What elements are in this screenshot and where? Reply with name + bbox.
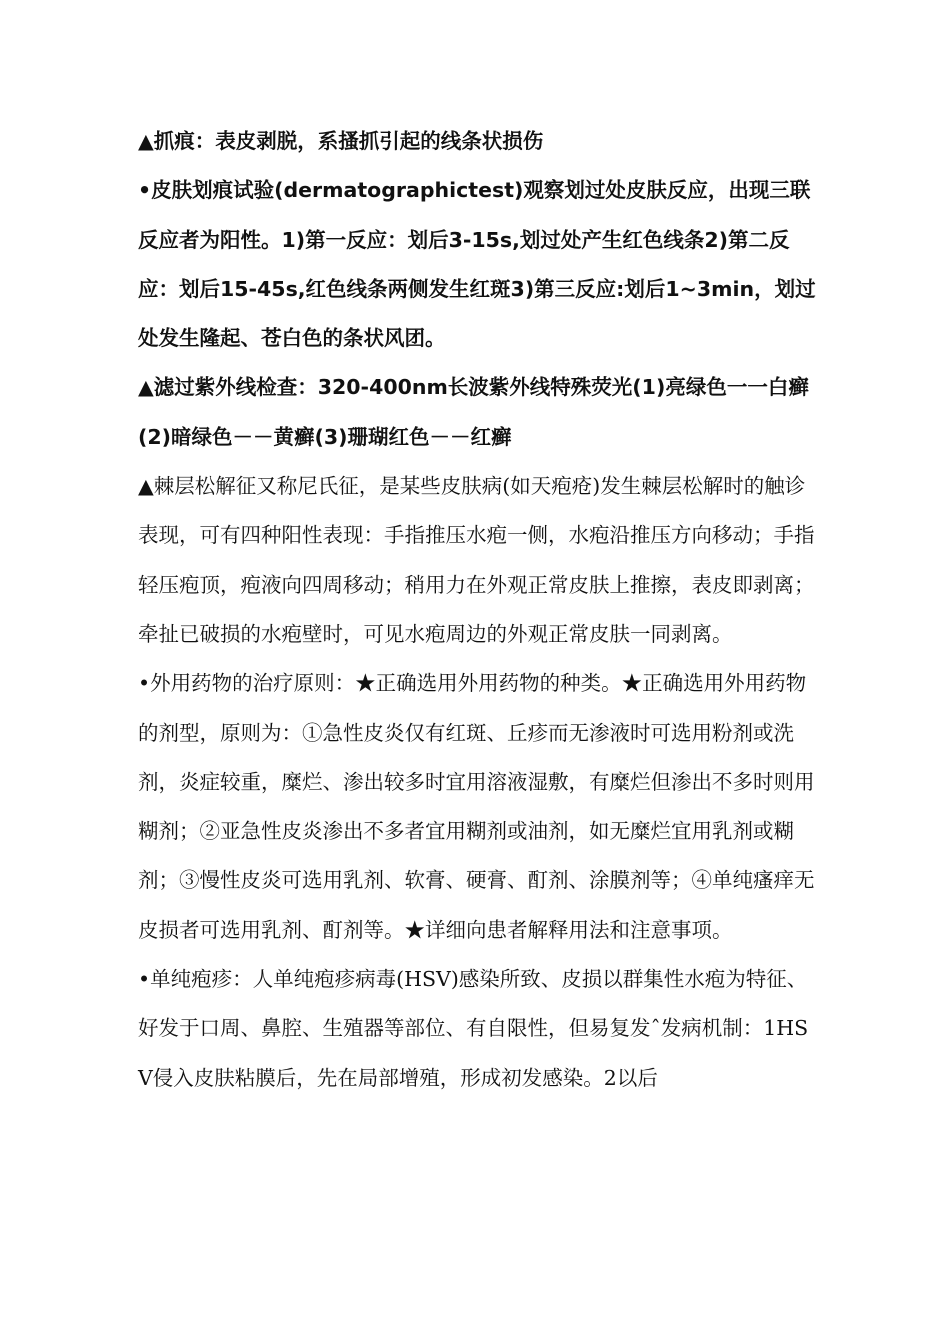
paragraph-herpes-simplex: •单纯疱疹：人单纯疱疹病毒(HSV)感染所致、皮损以群集性水疱为特征、好发于口周、鼻腔、生殖器等部位、有自限性，但易复发ˆ发病机制：1HSV侵入皮肤粘膜后，先在局部增殖，形成初发感染。2以后 — [138, 967, 809, 1090]
paragraph-dermatographism-test: •皮肤划痕试验(dermatographictest)观察划过处皮肤反应，出现三联反应者为阳性。1)第一反应：划后3-15s,划过处产生红色线条2)第二反应：划后15-45s,红色线条两侧发生红斑3)第三反应:划后1~3min，划过处发生隆起、苍白色的条状风团。 — [138, 178, 816, 351]
paragraph-scratch-mark: ▲抓痕：表皮剥脱，系搔抓引起的线条状损伤 — [138, 129, 544, 153]
document-body — [138, 117, 818, 1103]
paragraph-topical-therapy-principles: •外用药物的治疗原则：★正确选用外用药物的种类。★正确选用外用药物的剂型，原则为：①急性皮炎仅有红斑、丘疹而无渗液时可选用粉剂或洗剂，炎症较重，糜烂、渗出较多时宜用溶液湿敷，有糜烂但渗出不多时则用糊剂；②亚急性皮炎渗出不多者宜用糊剂或油剂，如无糜烂宜用乳剂或糊剂；③慢性皮炎可选用乳剂、软膏、硬膏、酊剂、涂膜剂等；④单纯瘙痒无皮损者可选用乳剂、酊剂等。★详细向患者解释用法和注意事项。 — [138, 671, 815, 942]
paragraph-nikolsky-sign: ▲棘层松解征又称尼氏征，是某些皮肤病(如天疱疮)发生棘层松解时的触诊表现，可有四种阳性表现：手指推压水疱一侧，水疱沿推压方向移动；手指轻压疱顶，疱液向四周移动；稍用力在外观正常皮肤上推擦，表皮即剥离；牵扯已破损的水疱壁时，可见水疱周边的外观正常皮肤一同剥离。 — [138, 474, 815, 646]
paragraph-wood-lamp-exam: ▲滤过紫外线检查：320-400nm长波紫外线特殊荧光(1)亮绿色一一白癣(2)暗绿色－－黄癣(3)珊瑚红色－－红癣 — [138, 375, 809, 449]
